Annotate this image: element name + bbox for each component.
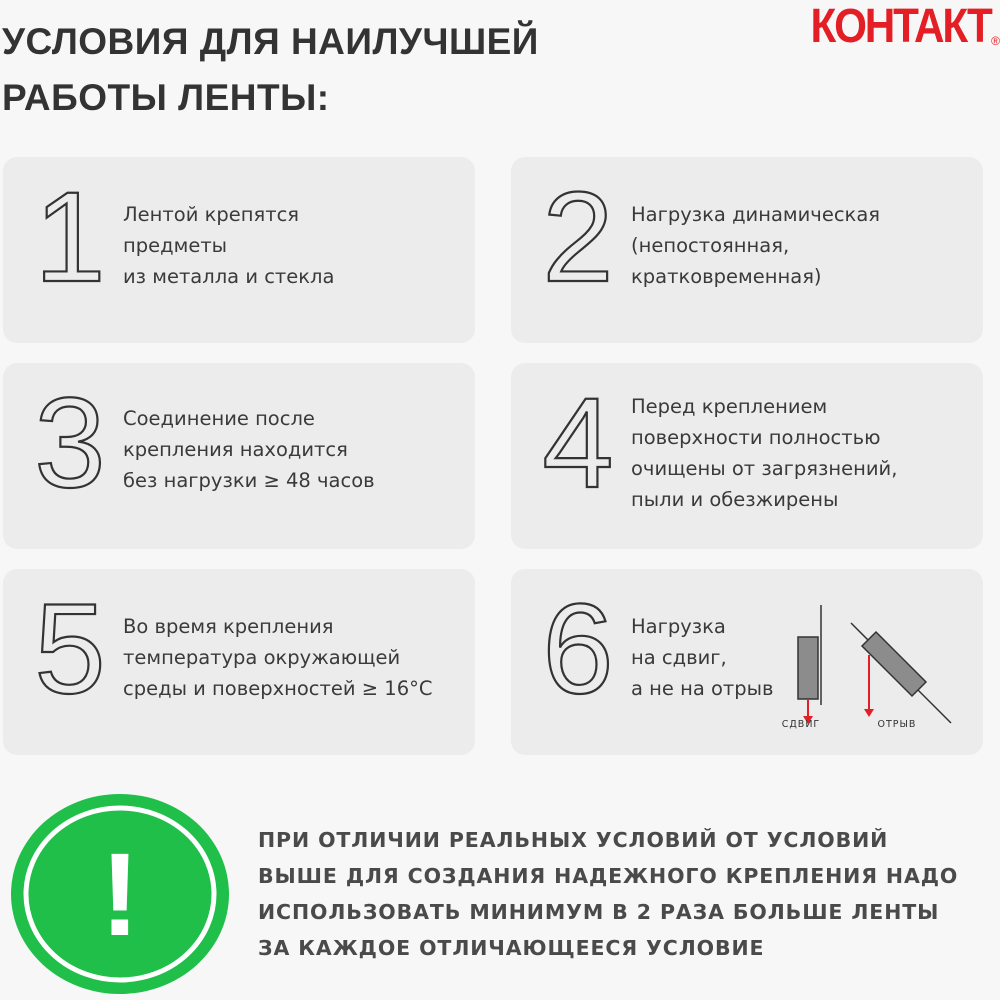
brand-name: КОНТАКТ [810,0,991,53]
peel-tape [862,632,926,696]
condition-text-2: Нагрузка динамическая (непостоянная, кратковременная) [631,203,881,288]
exclamation-mark: ! [100,829,140,961]
condition-card-3 [3,363,475,549]
diagram-labels [781,713,961,733]
shear-vs-peel-diagram [781,595,961,725]
title-line-1: УСЛОВИЯ ДЛЯ НАИЛУЧШЕЙ [2,21,539,62]
condition-text-5: Во время крепления температура окружающей среды и поверхностей ≥ 16°С [123,615,433,700]
registered-mark: ® [991,34,1000,48]
condition-text-3: Соединение после крепления находится без нагрузки ≥ 48 часов [123,407,375,492]
page-title [2,14,539,126]
number-three-icon [25,387,115,497]
number-five-icon [25,593,115,703]
warning-icon [7,790,233,998]
condition-card-2 [511,157,983,343]
condition-text-6: Нагрузка на сдвиг, а не на отрыв [631,615,774,700]
svg-text:4: 4 [542,387,614,497]
condition-card-4 [511,363,983,549]
svg-text:3: 3 [34,387,106,497]
brand-logo [786,0,1000,54]
shear-label: СДВИГ [781,719,821,730]
condition-card-5 [3,569,475,755]
number-four-icon [533,387,623,497]
number-one-icon [25,181,115,291]
peel-label: ОТРЫВ [877,719,917,730]
svg-text:2: 2 [542,181,614,291]
svg-text:5: 5 [34,593,106,703]
condition-card-6 [511,569,983,755]
svg-text:6: 6 [542,593,614,703]
number-six-icon [533,593,623,703]
shear-tape [798,637,818,699]
condition-card-1 [3,157,475,343]
title-line-2: РАБОТЫ ЛЕНТЫ: [2,77,330,118]
number-two-icon [533,181,623,291]
svg-text:1: 1 [34,181,106,291]
condition-text-1: Лентой крепятся предметы из металла и стекла [123,203,335,288]
warning-text: ПРИ ОТЛИЧИИ РЕАЛЬНЫХ УСЛОВИЙ ОТ УСЛОВИЙ ВЫШЕ ДЛЯ СОЗДАНИЯ НАДЕЖНОГО КРЕПЛЕНИЯ НАДО ИСПОЛЬЗОВАТЬ МИНИМУМ В 2 РАЗА БОЛЬШЕ ЛЕНТЫ ЗА КАЖДОЕ ОТЛИЧАЮЩЕЕСЯ УСЛОВИЕ [258,828,959,960]
condition-text-4: Перед креплением поверхности полностью очищены от загрязнений, пыли и обезжирены [631,395,898,511]
